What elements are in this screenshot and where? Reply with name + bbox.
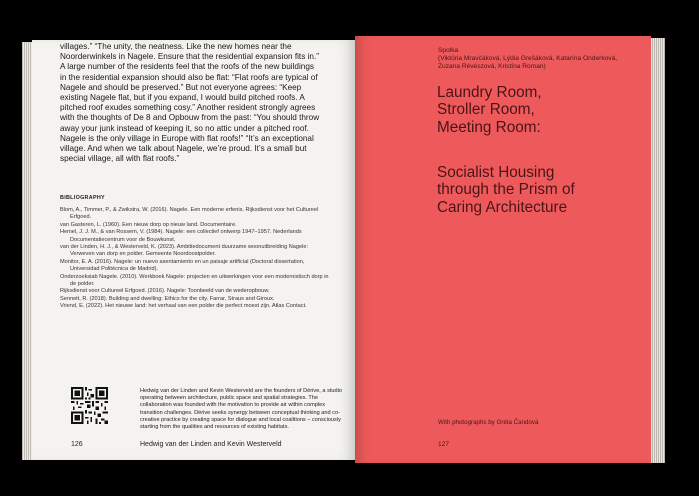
author-line: (Viktória Mravčáková, Lýdia Grešáková, Katarína Onderková, [438, 55, 618, 63]
bibliography-entry: Hemel, J. J. M., & van Rossem, V. (1984). Nagele: een collectief ontwerp 1947–1957. Nederlands Documentatiecentrum voor de Bouwkunst. [60, 229, 302, 243]
left-page-edges [22, 42, 32, 460]
title-line: Stroller Room, [437, 101, 535, 119]
chapter-authors [438, 47, 638, 72]
bibliography-entry: van der Linden, H. J., & Westerveld, K. (2023). Ambitiedocument duurzame woonuitbreiding Nagele: Verweven van dorp en polder. Gemeente Noordoostpolder. [60, 244, 309, 258]
page-number-right: 127 [438, 441, 450, 448]
subtitle-line: Caring Architecture [437, 198, 568, 216]
bibliography-entry: van Gasteren, L. (1960). Een nieuw dorp op nieuw land. Documentaire. [60, 221, 237, 228]
author-line: Spolka [438, 47, 459, 54]
bibliography-entry: Rijksdienst voor Cultureel Erfgoed. (2016). Nagele: Toonbeeld van de wederopbouw. [60, 288, 270, 295]
bibliography-entry: Vriend, E. (2022). Het nieuwe land: het verhaal van een polder die perfect moest zijn. Atlas Contact. [60, 303, 307, 310]
bibliography-entry: Blom, A., Timmer, P., & Zwikstra, W. (2016). Nagele. Een moderne erfenis. Rijksdienst voor het Cultureel Erfgoed. [60, 207, 319, 221]
page-number-left: 126 [71, 441, 83, 448]
body-text: villages.” “The unity, the neatness. Like the new homes near the Noorderwinkels in Nagele. Ensure that the residential expansion fits in.” A large number of the residents feel that the roofs of the new buildings in the residential expansion should also be flat: “Flat roofs are typical of Nagele and should be preserved.” But not everyone agrees: “Keep existing Nagele flat, but if you expand, I would build pitched roofs. A pitched roof exudes something cosy.” Another resident strongly agrees with the thoughts of De 8 and Opbouw from the past: “You should throw away your junk instead of keeping it, so no attic under a pitched roof. Nagele is the only village in Europe with flat roofs!” “It’s an exceptional village. And when we talk about Nagele, we’re proud. It’s a small but special village, all with flat roofs.” [60, 42, 320, 164]
chapter-subtitle [437, 164, 647, 216]
author-line: Zuzana Révészová, Kristína Roman) [438, 63, 546, 71]
running-head: Hedwig van der Linden and Kevin Westerveld [140, 441, 282, 448]
right-page-edges [651, 38, 665, 463]
author-bio: Hedwig van der Linden and Kevin Westerveld are the founders of Dérive, a studio operating between architecture, public space and spatial strategies. The collaboration was founded with the motivation to provide air within complex transition challenges. Dérive seeks synergy between conceptual thinking and co-creative practice by creating space for dialogue and local coalitions – consciously starting from the qualities and resources of existing habitats. [140, 388, 343, 431]
subtitle-line: through the Prism of [437, 181, 575, 199]
subtitle-line: Socialist Housing [437, 164, 555, 181]
chapter-title [437, 84, 647, 136]
bibliography-title: BIBLIOGRAPHY [60, 195, 105, 201]
bibliography-list [60, 207, 330, 311]
photo-credit: With photographs by Gréta Čandová [438, 419, 539, 426]
title-line: Laundry Room, [437, 84, 542, 101]
title-line: Meeting Room: [437, 118, 541, 136]
bibliography-entry: Sennett, R. (2018). Building and dwelling: Ethics for the city. Farrar, Straus and Giroux. [60, 295, 275, 302]
qr-code-icon [71, 387, 108, 424]
bibliography-entry: Onderzoeksiab Nagele. (2010). Werkboek Nagele: projecten en uitwerkingen voor een modernistisch dorp in de polder. [60, 273, 329, 288]
bibliography-entry: Monitor, E. A. (2016). Nagele: un nuevo asentamiento en un paisaje artificial (Doctoral dissertation, Universidad Politécnica de Madrid). [60, 258, 305, 273]
